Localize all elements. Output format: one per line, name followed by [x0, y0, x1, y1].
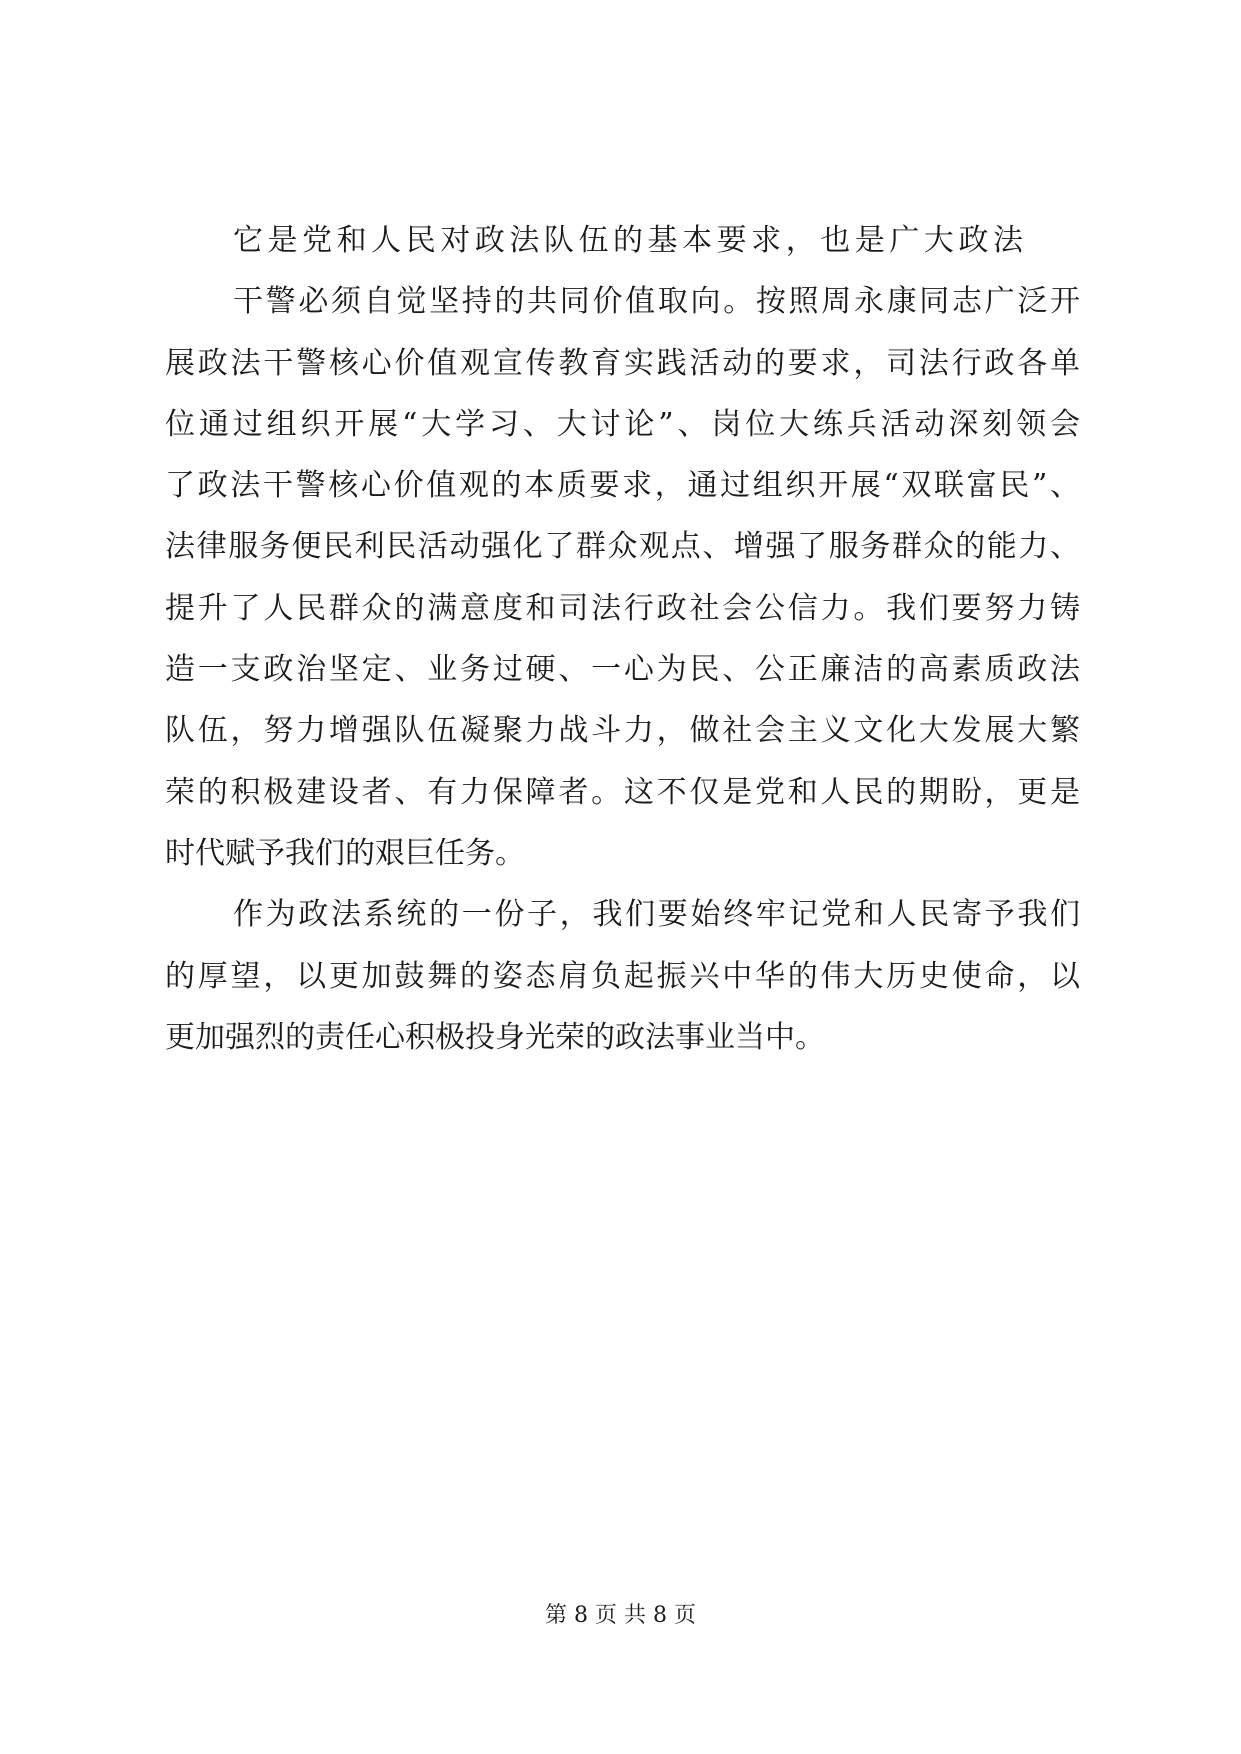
document-body	[165, 210, 1080, 1068]
paragraph-2-line-4: 了政法干警核心价值观的本质要求，通过组织开展“双联富民”、	[165, 468, 1080, 504]
paragraph-2-line-3: 位通过组织开展“大学习、大讨论”、岗位大练兵活动深刻领会	[165, 406, 1080, 442]
paragraph-3-line-3: 更加强烈的责任心积极投身光荣的政法事业当中。	[165, 1019, 825, 1055]
paragraph-2-line-9: 荣的积极建设者、有力保障者。这不仅是党和人民的期盼，更是	[165, 774, 1080, 810]
paragraph-2-line-10: 时代赋予我们的艰巨任务。	[165, 835, 525, 871]
paragraph-2-line-2: 展政法干警核心价值观宣传教育实践活动的要求，司法行政各单	[165, 345, 1080, 381]
paragraph-1-line-1: 它是党和人民对政法队伍的基本要求，也是广大政法	[233, 223, 1023, 258]
paragraph-3-line-2: 的厚望，以更加鼓舞的姿态肩负起振兴中华的伟大历史使命，以	[165, 958, 1080, 994]
paragraph-2-line-8: 队伍，努力增强队伍凝聚力战斗力，做社会主义文化大发展大繁	[165, 713, 1080, 749]
paragraph-2-line-1: 干警必须自觉坚持的共同价值取向。按照周永康同志广泛开	[233, 284, 1080, 320]
paragraph-2-line-5: 法律服务便民利民活动强化了群众观点、增强了服务群众的能力、	[165, 529, 1080, 565]
paragraph-3-line-1: 作为政法系统的一份子，我们要始终牢记党和人民寄予我们	[233, 897, 1080, 933]
paragraph-2-line-7: 造一支政治坚定、业务过硬、一心为民、公正廉洁的高素质政法	[165, 652, 1080, 688]
paragraph-2-line-6: 提升了人民群众的满意度和司法行政社会公信力。我们要努力铸	[165, 590, 1080, 626]
page-number-footer: 第 8 页 共 8 页	[545, 1603, 696, 1628]
